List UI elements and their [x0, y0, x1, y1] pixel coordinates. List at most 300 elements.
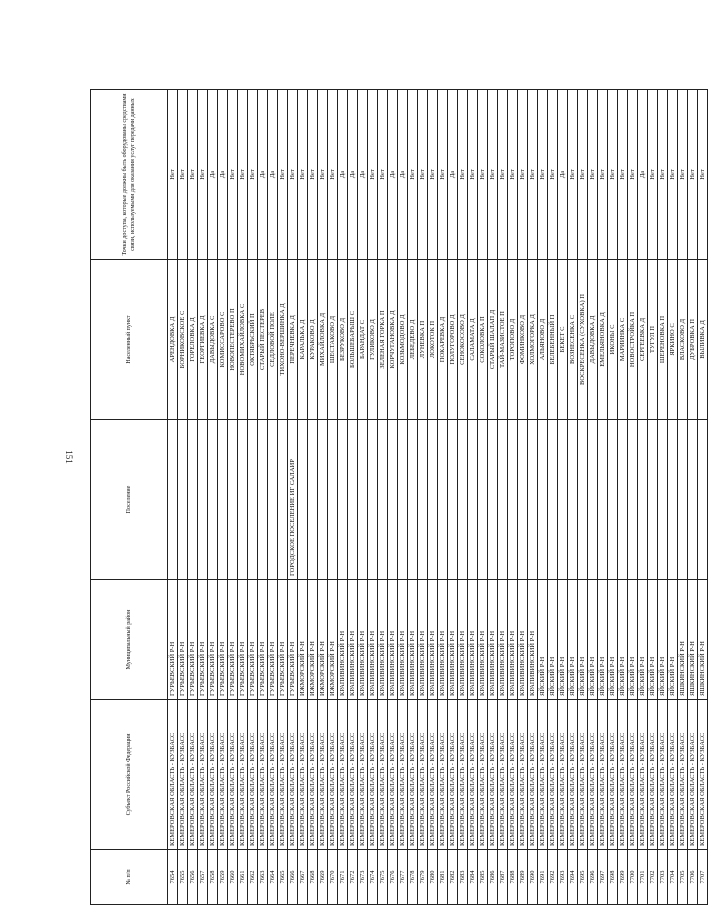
cell-locality: ЯРКИНО С — [668, 260, 678, 420]
cell-district: ИЖМОРСКИЙ Р-Н — [318, 580, 328, 700]
cell-locality: ГЕОРГИЕВКА Д — [198, 260, 208, 420]
cell-locality: СЕДЛОВОЙ ПОЛЕ — [268, 260, 278, 420]
table-row — [448, 90, 458, 905]
cell-district: КРАПИВИНСКИЙ Р-Н — [388, 580, 398, 700]
cell-settlement — [258, 420, 268, 580]
cell-number: 7689 — [518, 850, 528, 905]
table-row — [608, 90, 618, 905]
cell-district: ГУРЬЕВСКИЙ Р-Н — [198, 580, 208, 700]
table-row — [698, 90, 708, 905]
cell-settlement — [188, 420, 198, 580]
cell-district: КРАПИВИНСКИЙ Р-Н — [508, 580, 518, 700]
cell-settlement — [478, 420, 488, 580]
cell-district: ЯЙСКИЙ Р-Н — [578, 580, 588, 700]
table-row — [408, 90, 418, 905]
cell-district: ГУРЬЕВСКИЙ Р-Н — [278, 580, 288, 700]
cell-number: 7702 — [648, 850, 658, 905]
table-row — [618, 90, 628, 905]
cell-number: 7698 — [608, 850, 618, 905]
cell-number: 7660 — [228, 850, 238, 905]
cell-settlement — [298, 420, 308, 580]
table-row — [368, 90, 378, 905]
cell-settlement — [218, 420, 228, 580]
cell-access-point: Нет — [188, 90, 198, 260]
cell-number: 7683 — [458, 850, 468, 905]
table-row — [388, 90, 398, 905]
cell-district: КРАПИВИНСКИЙ Р-Н — [528, 580, 538, 700]
cell-district: ЯЙСКИЙ Р-Н — [608, 580, 618, 700]
cell-settlement — [618, 420, 628, 580]
cell-number: 7676 — [388, 850, 398, 905]
cell-settlement — [568, 420, 578, 580]
cell-number: 7664 — [268, 850, 278, 905]
cell-number: 7675 — [378, 850, 388, 905]
table-row — [478, 90, 488, 905]
cell-subject: КЕМЕРОВСКАЯ ОБЛАСТЬ - КУЗБАСС — [258, 700, 268, 850]
cell-district: ГУРЬЕВСКИЙ Р-Н — [258, 580, 268, 700]
cell-locality: НОВОПЕСТЕРЕВО П — [228, 260, 238, 420]
table-row — [348, 90, 358, 905]
cell-locality: ДАВЫДОВКА С — [208, 260, 218, 420]
cell-settlement — [378, 420, 388, 580]
table-row — [238, 90, 248, 905]
cell-locality: АРЕНДОВКА Д — [168, 260, 178, 420]
cell-locality: НОВОМИХАЙЛОВКА С — [238, 260, 248, 420]
cell-access-point: Нет — [508, 90, 518, 260]
col-header-number: № п/п — [91, 850, 168, 905]
cell-locality: КАРАЛЬКА Д — [298, 260, 308, 420]
table-row — [318, 90, 328, 905]
cell-settlement — [248, 420, 258, 580]
cell-subject: КЕМЕРОВСКАЯ ОБЛАСТЬ - КУЗБАСС — [268, 700, 278, 850]
cell-locality: ВОСКРЕСЕНКА (СУХОВКА) П — [578, 260, 588, 420]
cell-subject: КЕМЕРОВСКАЯ ОБЛАСТЬ - КУЗБАСС — [608, 700, 618, 850]
cell-settlement — [428, 420, 438, 580]
cell-subject: КЕМЕРОВСКАЯ ОБЛАСТЬ - КУЗБАСС — [478, 700, 488, 850]
cell-settlement — [268, 420, 278, 580]
table-row — [688, 90, 698, 905]
cell-district: КРАПИВИНСКИЙ Р-Н — [498, 580, 508, 700]
table-row — [308, 90, 318, 905]
cell-settlement — [528, 420, 538, 580]
cell-settlement — [648, 420, 658, 580]
cell-subject: КЕМЕРОВСКАЯ ОБЛАСТЬ - КУЗБАСС — [508, 700, 518, 850]
cell-access-point: Нет — [488, 90, 498, 260]
cell-access-point: Нет — [278, 90, 288, 260]
cell-subject: КЕМЕРОВСКАЯ ОБЛАСТЬ - КУЗБАСС — [558, 700, 568, 850]
cell-number: 7684 — [468, 850, 478, 905]
table-row — [508, 90, 518, 905]
header-row — [91, 90, 168, 905]
cell-locality: ТАЙ-МАЗИСТОЕ П — [498, 260, 508, 420]
cell-district: ГУРЬЕВСКИЙ Р-Н — [208, 580, 218, 700]
cell-number: 7672 — [348, 850, 358, 905]
cell-district: ЯЙСКИЙ Р-Н — [568, 580, 578, 700]
cell-number: 7674 — [368, 850, 378, 905]
cell-settlement — [168, 420, 178, 580]
cell-subject: КЕМЕРОВСКАЯ ОБЛАСТЬ - КУЗБАСС — [638, 700, 648, 850]
cell-number: 7677 — [398, 850, 408, 905]
table-row — [228, 90, 238, 905]
cell-district: ЯШКИНСКИЙ Р-Н — [678, 580, 688, 700]
cell-subject: КЕМЕРОВСКАЯ ОБЛАСТЬ - КУЗБАСС — [598, 700, 608, 850]
cell-access-point: Да — [558, 90, 568, 260]
cell-number: 7671 — [338, 850, 348, 905]
table-row — [358, 90, 368, 905]
table-row — [558, 90, 568, 905]
cell-locality: ШЕРЕНОВКА П — [658, 260, 668, 420]
cell-district: КРАПИВИНСКИЙ Р-Н — [398, 580, 408, 700]
cell-settlement — [638, 420, 648, 580]
cell-district: КРАПИВИНСКИЙ Р-Н — [338, 580, 348, 700]
cell-subject: КЕМЕРОВСКАЯ ОБЛАСТЬ - КУЗБАСС — [688, 700, 698, 850]
cell-subject: КЕМЕРОВСКАЯ ОБЛАСТЬ - КУЗБАСС — [588, 700, 598, 850]
cell-settlement — [688, 420, 698, 580]
table-row — [298, 90, 308, 905]
cell-settlement — [508, 420, 518, 580]
table-row — [188, 90, 198, 905]
cell-settlement — [358, 420, 368, 580]
cell-locality: ЛОКОТОК П — [428, 260, 438, 420]
rotated-page — [90, 90, 706, 905]
table-row — [198, 90, 208, 905]
cell-locality: БЕЛЕБЕННЫЙ П — [548, 260, 558, 420]
cell-access-point: Нет — [408, 90, 418, 260]
table-row — [468, 90, 478, 905]
cell-district: КРАПИВИНСКИЙ Р-Н — [348, 580, 358, 700]
cell-number: 7705 — [678, 850, 688, 905]
cell-access-point: Нет — [578, 90, 588, 260]
cell-locality: БОРНИКОВСКОЕ С — [178, 260, 188, 420]
cell-locality: ВЛАСКОВО Д — [678, 260, 688, 420]
cell-access-point: Нет — [458, 90, 468, 260]
cell-access-point: Нет — [618, 90, 628, 260]
cell-access-point: Да — [448, 90, 458, 260]
table-row — [598, 90, 608, 905]
table-row — [398, 90, 408, 905]
table-row — [288, 90, 298, 905]
cell-access-point: Нет — [588, 90, 598, 260]
cell-access-point: Нет — [628, 90, 638, 260]
settlements-table — [90, 89, 708, 905]
cell-access-point: Нет — [438, 90, 448, 260]
cell-access-point: Нет — [518, 90, 528, 260]
cell-access-point: Нет — [328, 90, 338, 260]
table-row — [328, 90, 338, 905]
cell-district: ГУРЬЕВСКИЙ Р-Н — [188, 580, 198, 700]
table-row — [258, 90, 268, 905]
cell-subject: КЕМЕРОВСКАЯ ОБЛАСТЬ - КУЗБАСС — [188, 700, 198, 850]
cell-settlement — [598, 420, 608, 580]
cell-number: 7658 — [208, 850, 218, 905]
cell-number: 7688 — [508, 850, 518, 905]
cell-number: 7694 — [568, 850, 578, 905]
cell-subject: КЕМЕРОВСКАЯ ОБЛАСТЬ - КУЗБАСС — [548, 700, 558, 850]
cell-locality: СТАРЫЙ ПЕСТЕРЕВ — [258, 260, 268, 420]
cell-number: 7659 — [218, 850, 228, 905]
cell-subject: КЕМЕРОВСКАЯ ОБЛАСТЬ - КУЗБАСС — [488, 700, 498, 850]
cell-access-point: Да — [338, 90, 348, 260]
cell-locality: БОЛЬШЕБАРЫШ С — [348, 260, 358, 420]
table-row — [488, 90, 498, 905]
cell-locality: НОВОСТРОЙКА П — [628, 260, 638, 420]
cell-access-point: Нет — [478, 90, 488, 260]
cell-access-point: Нет — [538, 90, 548, 260]
cell-settlement — [348, 420, 358, 580]
cell-district: КРАПИВИНСКИЙ Р-Н — [418, 580, 428, 700]
cell-settlement — [548, 420, 558, 580]
cell-access-point: Нет — [168, 90, 178, 260]
cell-settlement — [398, 420, 408, 580]
cell-number: 7680 — [428, 850, 438, 905]
cell-number: 7654 — [168, 850, 178, 905]
cell-locality: ЗЕЛЕНАЯ ГОРКА П — [378, 260, 388, 420]
cell-locality: ДАВЫДОВКА Д — [588, 260, 598, 420]
cell-locality: ЛУНЕВКА П — [418, 260, 428, 420]
cell-subject: КЕМЕРОВСКАЯ ОБЛАСТЬ - КУЗБАСС — [418, 700, 428, 850]
col-header-subject: Субъект Российской Федерации — [91, 700, 168, 850]
table-row — [658, 90, 668, 905]
table-row — [338, 90, 348, 905]
cell-access-point: Нет — [668, 90, 678, 260]
cell-locality: ГОРЕЛОВКА Д — [188, 260, 198, 420]
cell-settlement — [408, 420, 418, 580]
table-row — [528, 90, 538, 905]
cell-subject: КЕМЕРОВСКАЯ ОБЛАСТЬ - КУЗБАСС — [368, 700, 378, 850]
cell-locality: КОЗЬМОДОВО Д — [398, 260, 408, 420]
cell-district: ЯЙСКИЙ Р-Н — [588, 580, 598, 700]
cell-access-point: Нет — [568, 90, 578, 260]
cell-district: ГУРЬЕВСКИЙ Р-Н — [268, 580, 278, 700]
cell-access-point: Нет — [238, 90, 248, 260]
cell-number: 7668 — [308, 850, 318, 905]
cell-locality: БАРАНДАТ С — [358, 260, 368, 420]
cell-number: 7690 — [528, 850, 538, 905]
cell-locality: МАРИИНКА С — [618, 260, 628, 420]
cell-settlement — [178, 420, 188, 580]
cell-settlement — [698, 420, 708, 580]
cell-subject: КЕМЕРОВСКАЯ ОБЛАСТЬ - КУЗБАСС — [438, 700, 448, 850]
cell-access-point: Да — [348, 90, 358, 260]
cell-district: КРАПИВИНСКИЙ Р-Н — [458, 580, 468, 700]
cell-access-point: Нет — [678, 90, 688, 260]
cell-settlement — [458, 420, 468, 580]
cell-district: ИЖМОРСКИЙ Р-Н — [298, 580, 308, 700]
table-row — [498, 90, 508, 905]
cell-district: ГУРЬЕВСКИЙ Р-Н — [248, 580, 258, 700]
cell-locality: СЕРГЕЕВКА Д — [638, 260, 648, 420]
cell-access-point: Нет — [288, 90, 298, 260]
cell-locality: ОКТЯБРЬСКИЙ П — [248, 260, 258, 420]
table-row — [208, 90, 218, 905]
cell-subject: КЕМЕРОВСКАЯ ОБЛАСТЬ - КУЗБАСС — [358, 700, 368, 850]
cell-locality: ГУЛИКОВО Д — [368, 260, 378, 420]
cell-settlement — [668, 420, 678, 580]
cell-settlement — [338, 420, 348, 580]
table-row — [568, 90, 578, 905]
cell-subject: КЕМЕРОВСКАЯ ОБЛАСТЬ - КУЗБАСС — [328, 700, 338, 850]
cell-subject: КЕМЕРОВСКАЯ ОБЛАСТЬ - КУЗБАСС — [338, 700, 348, 850]
cell-locality: ПОКАРЕВКА Д — [438, 260, 448, 420]
cell-access-point: Нет — [228, 90, 238, 260]
cell-district: ЯЙСКИЙ Р-Н — [558, 580, 568, 700]
cell-access-point: Нет — [418, 90, 428, 260]
cell-number: 7670 — [328, 850, 338, 905]
cell-settlement — [578, 420, 588, 580]
cell-subject: КЕМЕРОВСКАЯ ОБЛАСТЬ - КУЗБАСС — [308, 700, 318, 850]
cell-subject: КЕМЕРОВСКАЯ ОБЛАСТЬ - КУЗБАСС — [578, 700, 588, 850]
cell-access-point: Да — [398, 90, 408, 260]
cell-locality: ПОЛУГОРОВО Д — [448, 260, 458, 420]
cell-subject: КЕМЕРОВСКАЯ ОБЛАСТЬ - КУЗБАСС — [518, 700, 528, 850]
cell-number: 7673 — [358, 850, 368, 905]
cell-number: 7679 — [418, 850, 428, 905]
cell-access-point: Нет — [298, 90, 308, 260]
cell-access-point: Нет — [468, 90, 478, 260]
cell-district: ЯЙСКИЙ Р-Н — [638, 580, 648, 700]
cell-number: 7706 — [688, 850, 698, 905]
cell-number: 7699 — [618, 850, 628, 905]
cell-number: 7656 — [188, 850, 198, 905]
cell-settlement — [588, 420, 598, 580]
cell-locality: ХОЛМОГОРКА Д — [528, 260, 538, 420]
cell-access-point: Нет — [608, 90, 618, 260]
cell-subject: КЕМЕРОВСКАЯ ОБЛАСТЬ - КУЗБАСС — [288, 700, 298, 850]
table-row — [418, 90, 428, 905]
table-row — [538, 90, 548, 905]
cell-district: ЯЙСКИЙ Р-Н — [628, 580, 638, 700]
cell-access-point: Да — [388, 90, 398, 260]
table-row — [648, 90, 658, 905]
cell-number: 7663 — [258, 850, 268, 905]
cell-locality: СОКОЛОВКА П — [478, 260, 488, 420]
cell-district: КРАПИВИНСКИЙ Р-Н — [358, 580, 368, 700]
cell-district: ГУРЬЕВСКИЙ Р-Н — [228, 580, 238, 700]
cell-locality: ВЫЛИВКА Д — [698, 260, 708, 420]
cell-district: ЯЙСКИЙ Р-Н — [538, 580, 548, 700]
cell-number: 7704 — [668, 850, 678, 905]
table-row — [628, 90, 638, 905]
table-row — [428, 90, 438, 905]
cell-settlement — [538, 420, 548, 580]
cell-access-point: Нет — [308, 90, 318, 260]
cell-subject: КЕМЕРОВСКАЯ ОБЛАСТЬ - КУЗБАСС — [378, 700, 388, 850]
cell-settlement — [198, 420, 208, 580]
cell-access-point: Да — [358, 90, 368, 260]
cell-subject: КЕМЕРОВСКАЯ ОБЛАСТЬ - КУЗБАСС — [208, 700, 218, 850]
cell-access-point: Нет — [378, 90, 388, 260]
table-row — [518, 90, 528, 905]
table-header — [91, 90, 168, 905]
cell-number: 7692 — [548, 850, 558, 905]
table-row — [248, 90, 258, 905]
cell-subject: КЕМЕРОВСКАЯ ОБЛАСТЬ - КУЗБАСС — [388, 700, 398, 850]
cell-locality: ТОРОПОВО Д — [508, 260, 518, 420]
col-header-settlement: Поселение — [91, 420, 168, 580]
cell-subject: КЕМЕРОВСКАЯ ОБЛАСТЬ - КУЗБАСС — [278, 700, 288, 850]
cell-settlement — [418, 420, 428, 580]
table-row — [458, 90, 468, 905]
cell-settlement — [558, 420, 568, 580]
cell-access-point: Нет — [368, 90, 378, 260]
cell-number: 7665 — [278, 850, 288, 905]
cell-subject: КЕМЕРОВСКАЯ ОБЛАСТЬ - КУЗБАСС — [458, 700, 468, 850]
table-row — [278, 90, 288, 905]
cell-access-point: Да — [218, 90, 228, 260]
cell-district: ГУРЬЕВСКИЙ Р-Н — [288, 580, 298, 700]
cell-district: ЯЙСКИЙ Р-Н — [548, 580, 558, 700]
cell-locality: ИКОНЫ С — [608, 260, 618, 420]
table-row — [378, 90, 388, 905]
cell-locality: КУРАКОВО Д — [308, 260, 318, 420]
cell-number: 7691 — [538, 850, 548, 905]
col-header-locality: Населенный пункт — [91, 260, 168, 420]
cell-access-point: Нет — [528, 90, 538, 260]
cell-district: ГУРЬЕВСКИЙ Р-Н — [218, 580, 228, 700]
table-row — [638, 90, 648, 905]
cell-number: 7701 — [638, 850, 648, 905]
table-body — [168, 90, 708, 905]
cell-access-point: Нет — [688, 90, 698, 260]
table-row — [678, 90, 688, 905]
cell-settlement — [308, 420, 318, 580]
cell-subject: КЕМЕРОВСКАЯ ОБЛАСТЬ - КУЗБАСС — [198, 700, 208, 850]
cell-number: 7682 — [448, 850, 458, 905]
cell-settlement — [318, 420, 328, 580]
cell-subject: КЕМЕРОВСКАЯ ОБЛАСТЬ - КУЗБАСС — [678, 700, 688, 850]
cell-district: ЯЙСКИЙ Р-Н — [618, 580, 628, 700]
cell-district: ГУРЬЕВСКИЙ Р-Н — [238, 580, 248, 700]
cell-district: ЯЙСКИЙ Р-Н — [668, 580, 678, 700]
cell-subject: КЕМЕРОВСКАЯ ОБЛАСТЬ - КУЗБАСС — [298, 700, 308, 850]
table-row — [178, 90, 188, 905]
cell-access-point: Нет — [598, 90, 608, 260]
cell-access-point: Да — [268, 90, 278, 260]
cell-number: 7666 — [288, 850, 298, 905]
cell-subject: КЕМЕРОВСКАЯ ОБЛАСТЬ - КУЗБАСС — [668, 700, 678, 850]
cell-access-point: Нет — [428, 90, 438, 260]
cell-locality: ЕМЕЛЬЯНОВКА Д — [598, 260, 608, 420]
table-row — [668, 90, 678, 905]
cell-number: 7685 — [478, 850, 488, 905]
cell-access-point: Нет — [498, 90, 508, 260]
cell-district: КРАПИВИНСКИЙ Р-Н — [478, 580, 488, 700]
cell-settlement — [518, 420, 528, 580]
cell-district: КРАПИВИНСКИЙ Р-Н — [518, 580, 528, 700]
cell-settlement — [678, 420, 688, 580]
cell-district: КРАПИВИНСКИЙ Р-Н — [378, 580, 388, 700]
cell-number: 7696 — [588, 850, 598, 905]
cell-subject: КЕМЕРОВСКАЯ ОБЛАСТЬ - КУЗБАСС — [568, 700, 578, 850]
cell-district: ГУРЬЕВСКИЙ Р-Н — [168, 580, 178, 700]
cell-settlement — [628, 420, 638, 580]
cell-district: ИЖМОРСКИЙ Р-Н — [308, 580, 318, 700]
cell-number: 7687 — [498, 850, 508, 905]
cell-number: 7697 — [598, 850, 608, 905]
cell-access-point: Да — [638, 90, 648, 260]
cell-settlement — [468, 420, 478, 580]
cell-access-point: Нет — [698, 90, 708, 260]
cell-number: 7661 — [238, 850, 248, 905]
cell-subject: КЕМЕРОВСКАЯ ОБЛАСТЬ - КУЗБАСС — [218, 700, 228, 850]
cell-subject: КЕМЕРОВСКАЯ ОБЛАСТЬ - КУЗБАСС — [318, 700, 328, 850]
table-row — [578, 90, 588, 905]
cell-district: ЯЙСКИЙ Р-Н — [648, 580, 658, 700]
cell-locality: МИХАЙЛОВКА Д — [318, 260, 328, 420]
cell-number: 7669 — [318, 850, 328, 905]
cell-subject: КЕМЕРОВСКАЯ ОБЛАСТЬ - КУЗБАСС — [348, 700, 358, 850]
cell-number: 7700 — [628, 850, 638, 905]
